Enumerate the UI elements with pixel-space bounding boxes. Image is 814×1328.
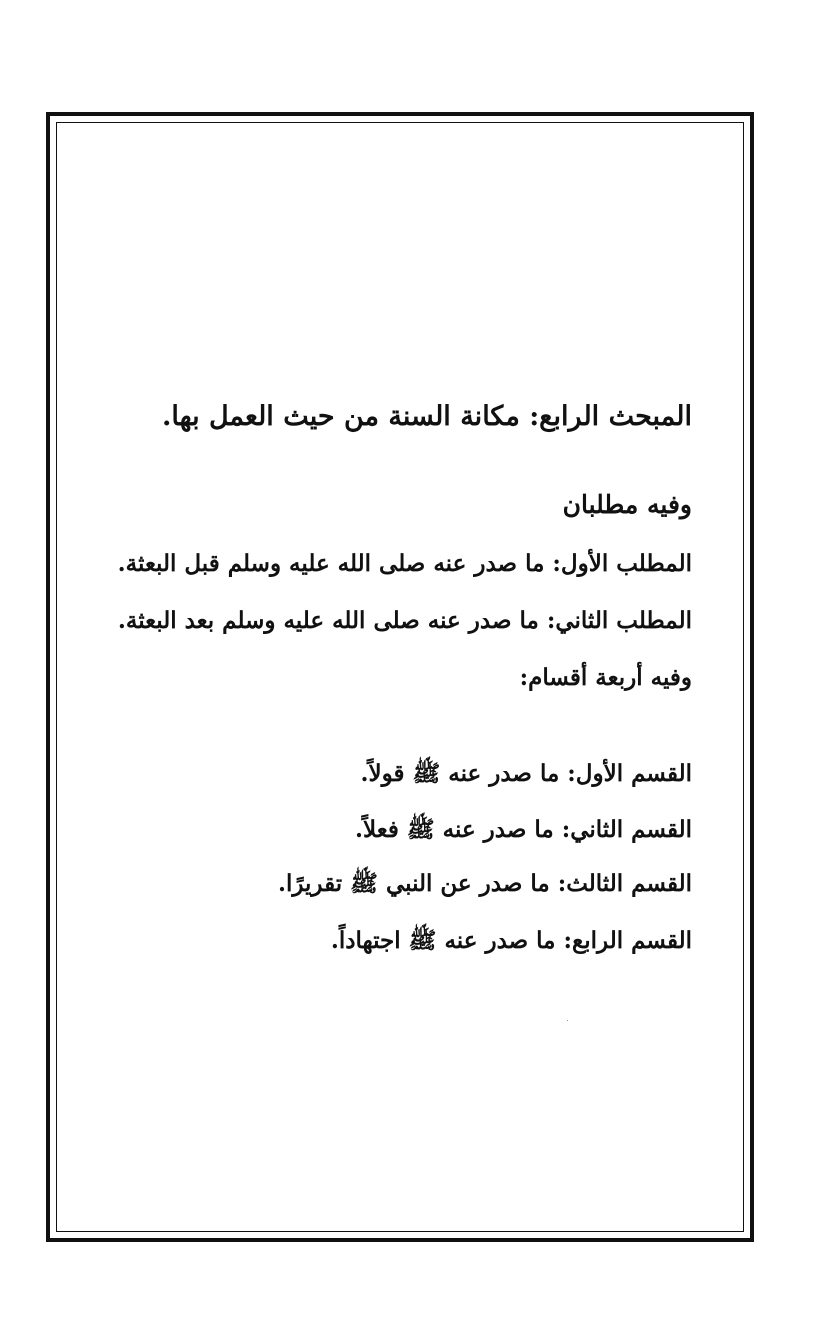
division-line: القسم الثالث: ما صدر عن النبي ﷺ تقريرًا. xyxy=(277,870,692,897)
division-line: القسم الرابع: ما صدر عنه ﷺ اجتهاداً. xyxy=(330,927,692,954)
division-line: القسم الثاني: ما صدر عنه ﷺ فعلاً. xyxy=(355,816,692,843)
division-line: القسم الأول: ما صدر عنه ﷺ قولاً. xyxy=(360,760,692,787)
section-subheading: وفيه مطلبان xyxy=(562,490,692,519)
divisions-intro: وفيه أربعة أقسام: xyxy=(519,664,692,691)
scan-speck xyxy=(567,1020,568,1021)
section-heading: المبحث الرابع: مكانة السنة من حيث العمل بها. xyxy=(162,401,692,432)
topic-line: المطلب الثاني: ما صدر عنه صلى الله عليه وسلم بعد البعثة. xyxy=(117,607,692,634)
topic-line: المطلب الأول: ما صدر عنه صلى الله عليه وسلم قبل البعثة. xyxy=(117,550,692,577)
